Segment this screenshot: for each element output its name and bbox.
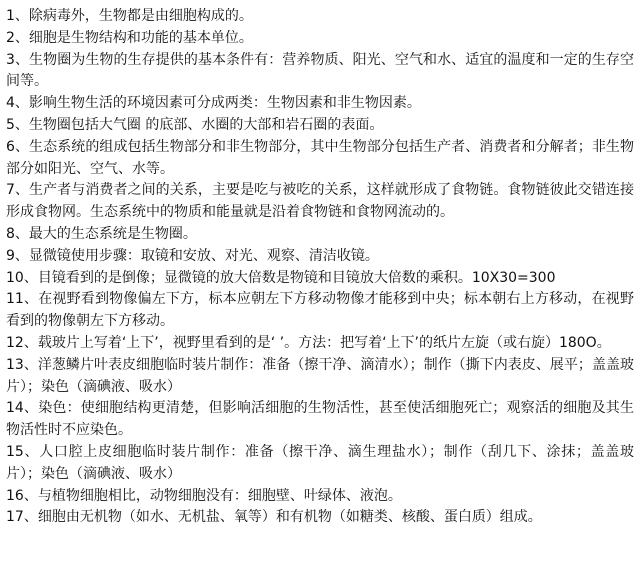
note-item-6: 6、生态系统的组成包括生物部分和非生物部分，其中生物部分包括生产者、消费者和分解者；非生物部分如阳光、空气、水等。 — [6, 138, 634, 177]
note-item-15: 15、人口腔上皮细胞临时装片制作：准备（擦干净、滴生理盐水）；制作（刮几下、涂抹；盖盖玻片）；染色（滴碘液、吸水） — [6, 443, 634, 482]
note-item-10: 10、目镜看到的是倒像；显微镜的放大倍数是物镜和目镜放大倍数的乘积。10X30=300 — [6, 269, 556, 286]
note-item-16: 16、与植物细胞相比，动物细胞没有：细胞壁、叶绿体、液泡。 — [6, 487, 402, 504]
note-item-13: 13、洋葱鳞片叶表皮细胞临时装片制作：准备（擦干净、滴清水）；制作（撕下内表皮、展平；盖盖玻片）；染色（滴碘液、吸水） — [6, 356, 634, 395]
note-item-14: 14、染色：使细胞结构更清楚，但影响活细胞的生物活性，甚至使活细胞死亡；观察活的细胞及其生物活性时不应染色。 — [6, 400, 634, 439]
note-item-1: 1、除病毒外，生物都是由细胞构成的。 — [6, 8, 253, 24]
note-item-7: 7、生产者与消费者之间的关系，主要是吃与被吃的关系，这样就形成了食物链。食物链彼此交错连接形成食物网。生态系统中的物质和能量就是沿着食物链和食物网流动的。 — [6, 182, 634, 221]
note-item-9: 9、显微镜使用步骤：取镜和安放、对光、观察、清洁收镜。 — [6, 247, 379, 264]
note-item-4: 4、影响生物生活的环境因素可分成两类：生物因素和非生物因素。 — [6, 95, 421, 112]
note-item-8: 8、最大的生态系统是生物圈。 — [6, 225, 197, 242]
note-item-12: 12、载玻片上写着‘上下’，视野里看到的是‘ ’。方法：把写着‘上下’的纸片左旋（或右旋）180O。 — [6, 334, 611, 351]
note-item-5: 5、生物圈包括大气圈 的底部、水圈的大部和岩石圈的表面。 — [6, 116, 384, 133]
study-notes-list — [6, 6, 634, 529]
note-item-17: 17、细胞由无机物（如水、无机盐、氧等）和有机物（如糖类、核酸、蛋白质）组成。 — [6, 509, 542, 526]
note-item-11: 11、在视野看到物像偏左下方，标本应朝左下方移动物像才能移到中央；标本朝右上方移动，在视野看到的物像朝左下方移动。 — [6, 291, 634, 330]
note-item-3: 3、生物圈为生物的生存提供的基本条件有：营养物质、阳光、空气和水、适宜的温度和一定的生存空间等。 — [6, 51, 634, 90]
note-item-2: 2、细胞是生物结构和功能的基本单位。 — [6, 29, 253, 46]
